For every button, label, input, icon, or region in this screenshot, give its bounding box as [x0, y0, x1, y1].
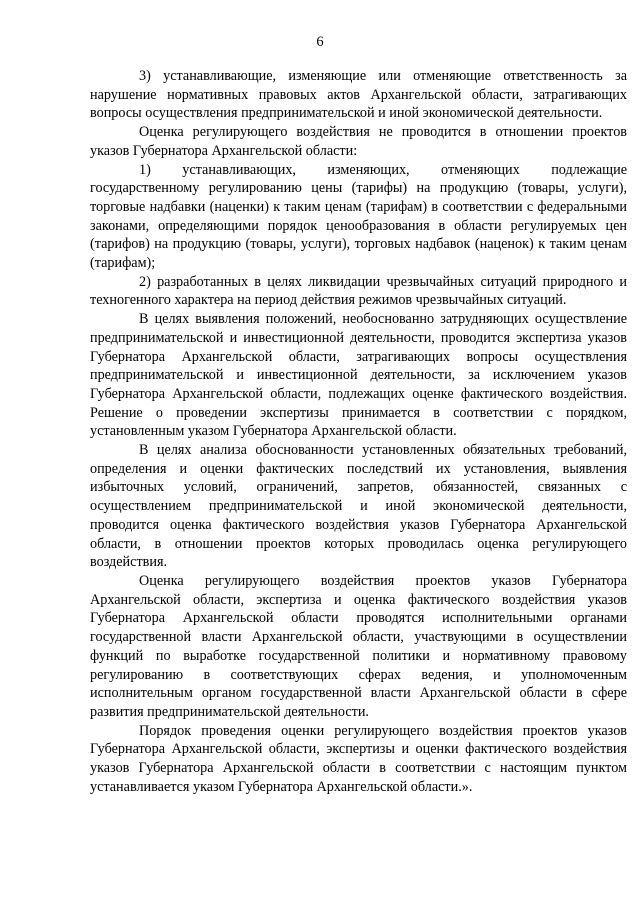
paragraph-executing-bodies: Оценка регулирующего воздействия проектов указов Губернатора Архангельской области, экспертиза и оценка фактического воздействия указов Губернатора Архангельской области проводятся исполнительными органами государственной власти Архангельской области, участвующими в осуществлении функций по выработке государственной политики и нормативному правовому регулированию в соответствующих сферах ведения, и уполномоченным исполнительным органом государственной власти Архангельской области в сфере развития предпринимательской деятельности.	[90, 572, 627, 720]
paragraph-ria-exemption: Оценка регулирующего воздействия не проводится в отношении проектов указов Губернатора Архангельской области:	[90, 124, 627, 159]
paragraph-exemption-2: 2) разработанных в целях ликвидации чрезвычайных ситуаций природного и техногенного характера на период действия режимов чрезвычайных ситуаций.	[90, 273, 627, 309]
paragraph-procedure: Порядок проведения оценки регулирующего воздействия проектов указов Губернатора Архангельской области, экспертизы и оценки фактического воздействия указов Губернатора Архангельской области в соответствии с настоящим пунктом устанавливается указом Губернатора Архангельской области.».	[90, 722, 627, 795]
paragraph-item-3: 3) устанавливающие, изменяющие или отменяющие ответственность за нарушение нормативных правовых актов Архангельской области, затрагивающих вопросы осуществления предпринимательской и иной экономической деятельности.	[90, 68, 627, 122]
page-number: 6	[316, 34, 324, 50]
paragraph-actual-impact: В целях анализа обоснованности установленных обязательных требований, определения и оценки фактических последствий их установления, выявления избыточных условий, ограничений, запретов, обязанностей, связанных с осуществлением предпринимательской и иной экономической деятельности, проводится оценка фактического воздействия указов Губернатора Архангельской области, в отношении проектов которых проводилась оценка регулирующего воздействия.	[90, 442, 627, 571]
paragraph-exemption-1: 1) устанавливающих, изменяющих, отменяющих подлежащие государственному регулированию цены (тарифы) на продукцию (товары, услуги), торговые надбавки (наценки) к таким ценам (тарифам) в соответствии с федеральными законами, определяющими порядок ценообразования в области регулируемых цен (тарифов) на продукцию (товары, услуги), торговых надбавок (наценок) к таким ценам (тарифам);	[90, 161, 627, 272]
document-body	[90, 67, 627, 796]
paragraph-expertise: В целях выявления положений, необоснованно затрудняющих осуществление предпринимательской и инвестиционной деятельности, проводится экспертиза указов Губернатора Архангельской области, затрагивающих вопросы осуществления предпринимательской и инвестиционной деятельности, за исключением указов Губернатора Архангельской области, подлежащих оценке фактического воздействия. Решение о проведении экспертизы принимается в соответствии с порядком, установленным указом Губернатора Архангельской области.	[90, 311, 627, 440]
